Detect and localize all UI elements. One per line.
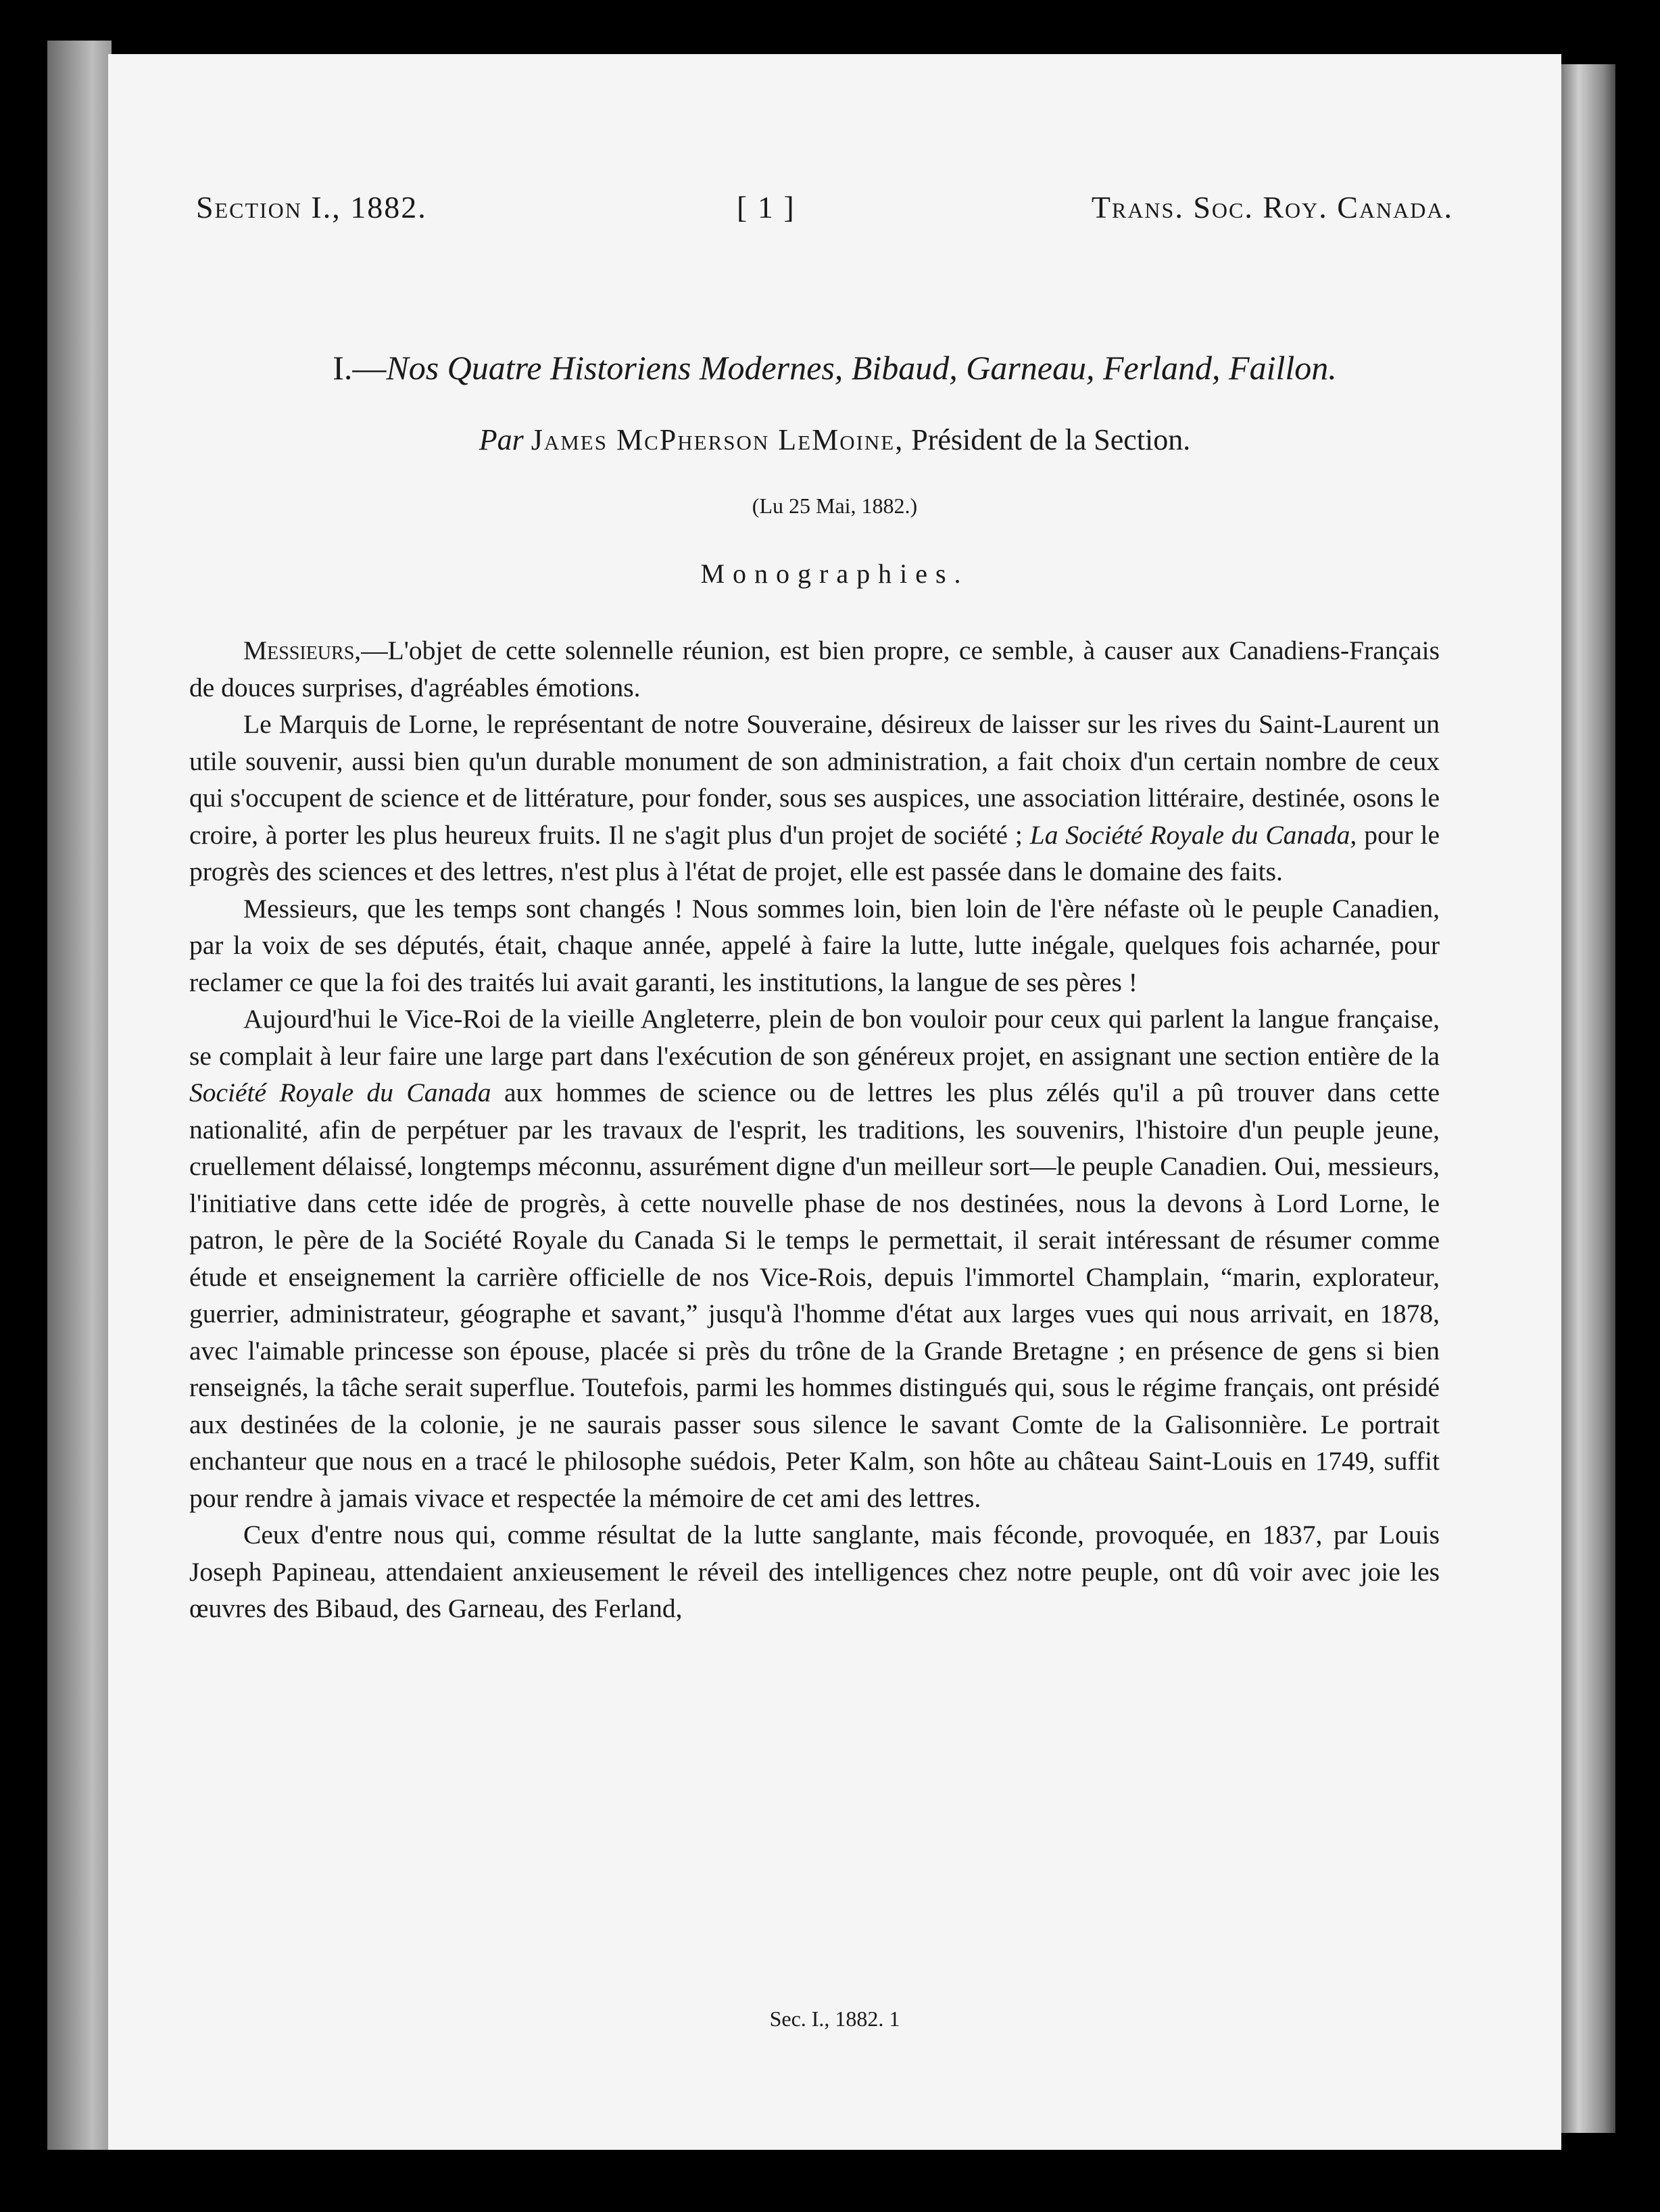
title-text: Nos Quatre Historiens Modernes, Bibaud, Garneau, Ferland, Faillon. — [386, 349, 1337, 387]
society-name: La Société Royale du Canada, — [1029, 819, 1357, 850]
paragraph: Messieurs, que les temps sont changés ! Nous sommes loin, bien loin de l'ère néfaste où le peuple Canadien, par la voix de ses députés, était, chaque année, appelé à faire la lutte, lutte inégale, quelques fois acharnée, pour reclamer ce que la foi des traités lui avait garanti, les institutions, la langue de ses pères ! — [189, 893, 1440, 997]
book-left-edge — [47, 41, 112, 2150]
author-role: Président de la Section. — [911, 423, 1191, 456]
book-right-edge — [1555, 64, 1615, 2133]
header-journal: Trans. Soc. Roy. Canada. — [1091, 190, 1453, 224]
header-page-number: [ 1 ] — [737, 190, 796, 224]
section-heading: Monographies. — [700, 558, 969, 589]
paragraph: Le Marquis de Lorne, le représentant de notre Souveraine, désireux de laisser sur les rives du Saint-Laurent un utile souvenir, aussi bien qu'un durable monument de son administration, a fait choix d'un certain nombre de ceux qui s'occupent de science et de littérature, pour fonder, sous ses auspices, une association littéraire, destinée, osons le croire, à porter les plus heureux fruits. Il ne s'agit plus d'un projet de société ; La Société Royale du Canada, pour le progrès des sciences et des lettres, n'est plus à l'état de projet, elle est passée dans le domaine des faits. — [189, 709, 1440, 886]
header-section: Section I., 1882. — [196, 190, 427, 224]
author-name: James McPherson LeMoine, — [531, 423, 904, 456]
byline — [108, 423, 1561, 457]
page — [108, 54, 1561, 2150]
society-name: Société Royale du Canada — [189, 1078, 491, 1107]
title-number: I.— — [333, 349, 387, 387]
running-header — [196, 189, 1453, 230]
paragraph: Aujourd'hui le Vice-Roi de la vieille Angleterre, plein de bon vouloir pour ceux qui parlent la langue française, se complait à leur faire une large part dans l'exécution de son généreux projet, en assignant une section entière de la Société Royale du Canada aux hommes de science ou de lettres les plus zélés qu'il a pû trouver dans cette nationalité, afin de perpétuer par les travaux de l'esprit, les traditions, les souvenirs, l'histoire d'un peuple jeune, cruellement délaissé, longtemps méconnu, assurément digne d'un meilleur sort—le peuple Canadien. Oui, messieurs, l'initiative dans cette idée de progrès, à cette nouvelle phase de nos destinées, nous la devons à Lord Lorne, le patron, le père de la Société Royale du Canada Si le temps le permettait, il serait intéressant de résumer comme étude et enseignement la carrière officielle de nos Vice-Rois, depuis l'immortel Champlain, “marin, explorateur, guerrier, administrateur, géographe et savant,” jusqu'à l'homme d'état aux larges vues qui nous arrivait, en 1878, avec l'aimable princesse son épouse, placée si près du trône de la Grande Bretagne ; en présence de gens si bien renseignés, la tâche serait superflue. Toutefois, parmi les hommes distingués qui, sous le régime français, ont présidé aux destinées de la colonie, je ne saurais passer sous silence le savant Comte de la Galisonnière. Le portrait enchanteur que nous en a tracé le philosophe suédois, Peter Kalm, son hôte au château Saint-Louis en 1749, suffit pour rendre à jamais vivace et respectée la mémoire de cet ami des lettres. — [189, 1004, 1440, 1513]
article-title — [108, 348, 1561, 387]
paragraph: Ceux d'entre nous qui, comme résultat de la lutte sanglante, mais féconde, provoquée, en 1837, par Louis Joseph Papineau, attendaient anxieusement le réveil des intelligences chez notre peuple, ont dû voir avec joie les œuvres des Bibaud, des Garneau, des Ferland, — [189, 1520, 1440, 1623]
read-date: (Lu 25 Mai, 1882.) — [752, 494, 918, 518]
body-text — [189, 632, 1440, 1627]
signature-mark: Sec. I., 1882. 1 — [769, 2006, 900, 2031]
salutation: Messieurs, — [243, 635, 362, 665]
byline-par: Par — [479, 423, 524, 456]
paragraph: Messieurs,—L'objet de cette solennelle réunion, est bien propre, ce semble, à causer aux Canadiens-Français de douces surprises, d'agréables émotions. — [189, 635, 1440, 702]
